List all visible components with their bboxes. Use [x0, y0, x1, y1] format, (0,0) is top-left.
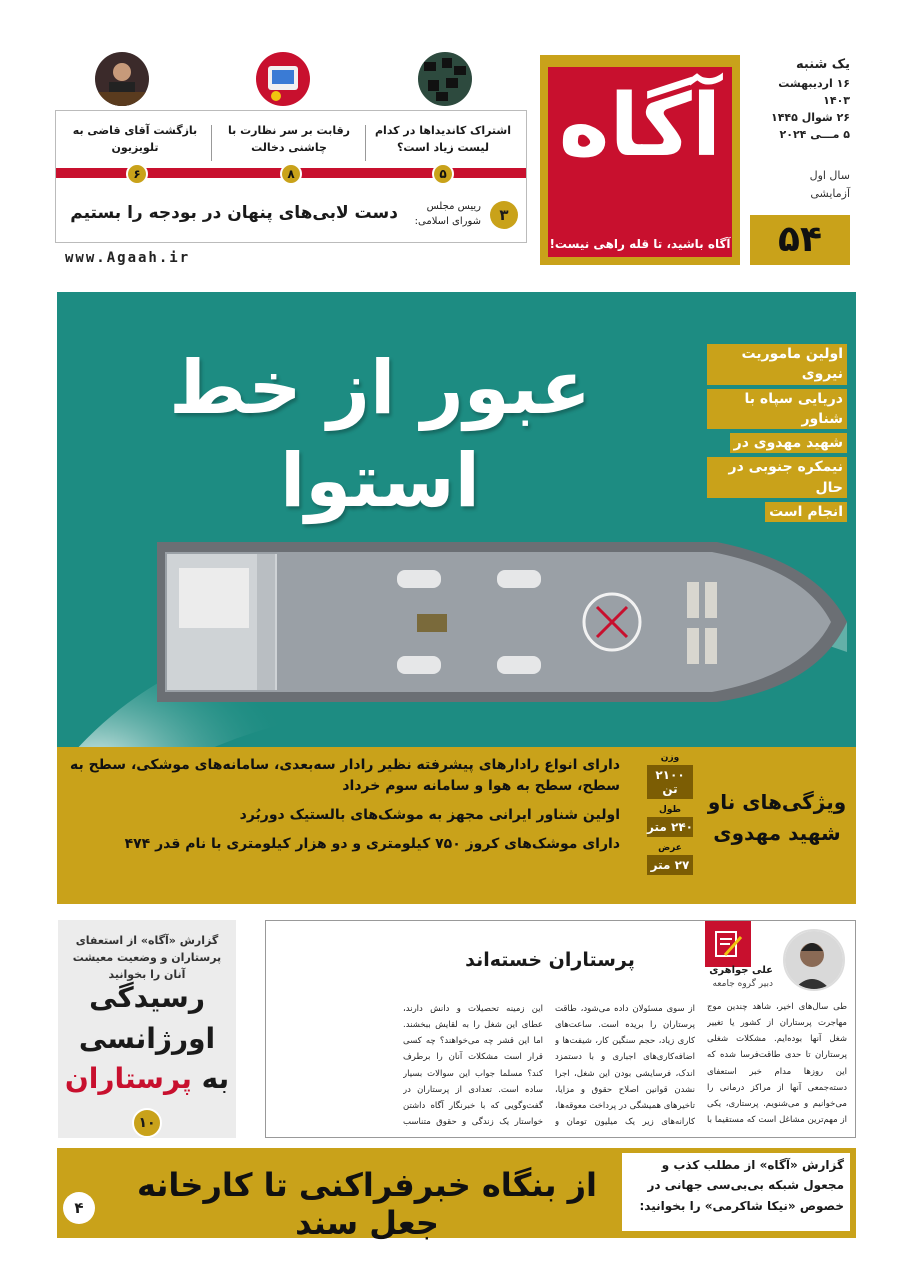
headline-source: رییس مجلس شورای اسلامی: [414, 201, 481, 227]
features-list [65, 755, 620, 863]
editorial-article [265, 920, 856, 1138]
subtitle-line: دریایی سپاه با شناور [707, 389, 847, 430]
date-solar: ۱۶ اردیبهشت ۱۴۰۳ [778, 77, 850, 108]
feature-item: دارای موشک‌های کروز ۷۵۰ کیلومتری و دو هزار کیلومتری با نام قدر ۴۷۴ [124, 836, 620, 852]
teaser-item[interactable] [60, 123, 210, 156]
year-block [750, 167, 850, 202]
ship-specs [647, 753, 693, 881]
page-number-badge: ۴ [63, 1192, 95, 1224]
teaser-text: بازگشت آقای قاضی به تلویزیون [72, 124, 198, 154]
spec-value: ۲۴۰ متر [647, 817, 693, 837]
spec-label: طول [659, 805, 681, 815]
thumbnail-image [95, 52, 149, 106]
newspaper-logo[interactable]: آگاه [558, 76, 722, 176]
article-column: این زمینه تحصیلات و دانش دارند، عطای این شغل را به لقایش ببخشند. اما این قشر چه می‌خواهند؟ چه کسی قرار است مشکلات آنان را برطرف کند؟ مسلما جواب این سوالات بسیار ساده است. تعدادی از پرستاران در گفت‌وگویی که با خبرنگار آگاه داشتن خواستار یک زندگی و حقوق متناسب [403, 1004, 543, 1127]
bottom-headline: از بنگاه خبرفراکنی تا کارخانه جعل سند [136, 1166, 598, 1242]
author-name: علی جواهری [709, 965, 773, 976]
feature-item: اولین شناور ایرانی مجهز به موشک‌های بالستیک دوربُرد [239, 807, 620, 823]
teaser-text: رقابت بر سر نظارت با چاشنی دخالت [227, 124, 350, 154]
article-column: از سوی مسئولان داده می‌شود، طاقت پرستاران را بریده است. ساعت‌های کاری زیاد، حجم سنگین کار، شیفت‌ها و اضافه‌کاری‌های اجباری و با دستمزد اندک، فرسایشی بودن این شغل، اجرا نشدن قوانین اصلاح حقوق و مزایا، تاخیرهای همیشگی در پرداخت معوقه‌ها، کارانه‌های زیر یک میلیون تومان و [555, 1004, 695, 1127]
date-lunar: ۲۶ شوال ۱۴۴۵ [771, 111, 850, 125]
bottom-teaser-bar[interactable] [57, 1148, 856, 1242]
features-title: ویژگی‌های ناو شهید مهدوی [707, 790, 847, 845]
divider [211, 125, 212, 161]
subtitle-line: نیمکره جنوبی در حال [707, 457, 847, 498]
issue-number: ۵۴ [750, 215, 850, 265]
author-role: دبیر گروه جامعه [712, 979, 773, 989]
slogan: آگاه باشید، تا قله راهی نیست! [549, 237, 731, 251]
logo-frame [540, 55, 740, 265]
headline-prefix: به [191, 1062, 230, 1096]
nurses-teaser-box[interactable] [58, 920, 236, 1138]
date-gregorian: ۵ مـــی ۲۰۲۴ [779, 128, 850, 142]
thumbnail-image [256, 52, 310, 106]
teaser-box [55, 110, 527, 243]
thumbnail-image [418, 52, 472, 106]
main-photo [57, 292, 856, 904]
teaser-item[interactable] [368, 123, 518, 156]
website-link[interactable]: www.Agaah.ir [65, 250, 191, 266]
subtitle-line: اولین ماموریت نیروی [707, 344, 847, 385]
teaser-item[interactable] [214, 123, 364, 156]
pen-icon [705, 921, 751, 967]
subtitle-line: شهید مهدوی در [730, 433, 847, 453]
page-number-badge[interactable]: ۶ [126, 163, 148, 185]
headline-line: رسیدگی [89, 981, 205, 1014]
page-number-badge: ۳ [490, 201, 518, 229]
date-block [750, 55, 850, 143]
main-headline[interactable]: عبور از خط استوا [169, 345, 591, 524]
headline-highlight: پرستاران [64, 1062, 192, 1096]
headline-line [62, 1059, 232, 1100]
page-number-badge[interactable]: ۸ [280, 163, 302, 185]
teaser-text: اشتراک کاندیداها در کدام لیست زیاد است؟ [374, 124, 512, 154]
bottom-teaser: گزارش «آگاه» از مطلب کذب و مجعول شبکه بی‌بی‌سی جهانی در خصوص «نیکا شاکرمی» را بخوانید: [622, 1153, 850, 1231]
top-headline: دست لابی‌های پنهان در بودجه را بستیم [70, 203, 398, 223]
article-column: طی سال‌های اخیر، شاهد چندین موج مهاجرت پرستاران از کشور یا تغییر شغل آنها بوده‌ایم. مشکلات شغلی پرستاران تا حدی طاقت‌فرسا شده که این روزها مدام خبر استعفای دسته‌جمعی آنها از مراکز درمانی را می‌خوانیم و می‌شنویم. پرستاری، یکی از مهم‌ترین مشاغل است که مستقیما با [707, 1002, 847, 1125]
page-number-badge: ۱۰ [132, 1108, 162, 1138]
author-avatar [783, 929, 845, 991]
main-subtitle [707, 344, 847, 526]
subtitle-line: انجام است [765, 502, 847, 522]
trial-label: آزمایشی [810, 186, 850, 200]
nurses-teaser: گزارش «آگاه» از استعفای پرستاران و وضعیت معیشت آنان را بخوانید [72, 934, 222, 982]
ship-features-bar [57, 747, 856, 904]
spec-value: ۲۱۰۰ تن [647, 765, 693, 799]
divider [365, 125, 366, 161]
year-label: سال اول [809, 169, 850, 182]
headline-line: اورژانسی [78, 1021, 216, 1055]
spec-label: عرض [658, 843, 682, 853]
feature-item: دارای انواع رادارهای پیشرفته نظیر رادار سه‌بعدی، سامانه‌های موشکی، سطح به سطح، سطح به هوا و سامانه سوم خرداد [69, 757, 620, 794]
masthead [540, 55, 850, 265]
article-title[interactable]: پرستاران خسته‌اند [465, 949, 635, 971]
nurses-headline [62, 978, 232, 1100]
spec-label: وزن [660, 753, 680, 763]
spec-value: ۲۷ متر [647, 855, 693, 875]
date-day: یک شنبه [796, 57, 850, 72]
page-number-badge[interactable]: ۵ [432, 163, 454, 185]
top-headline-row[interactable] [56, 193, 526, 241]
